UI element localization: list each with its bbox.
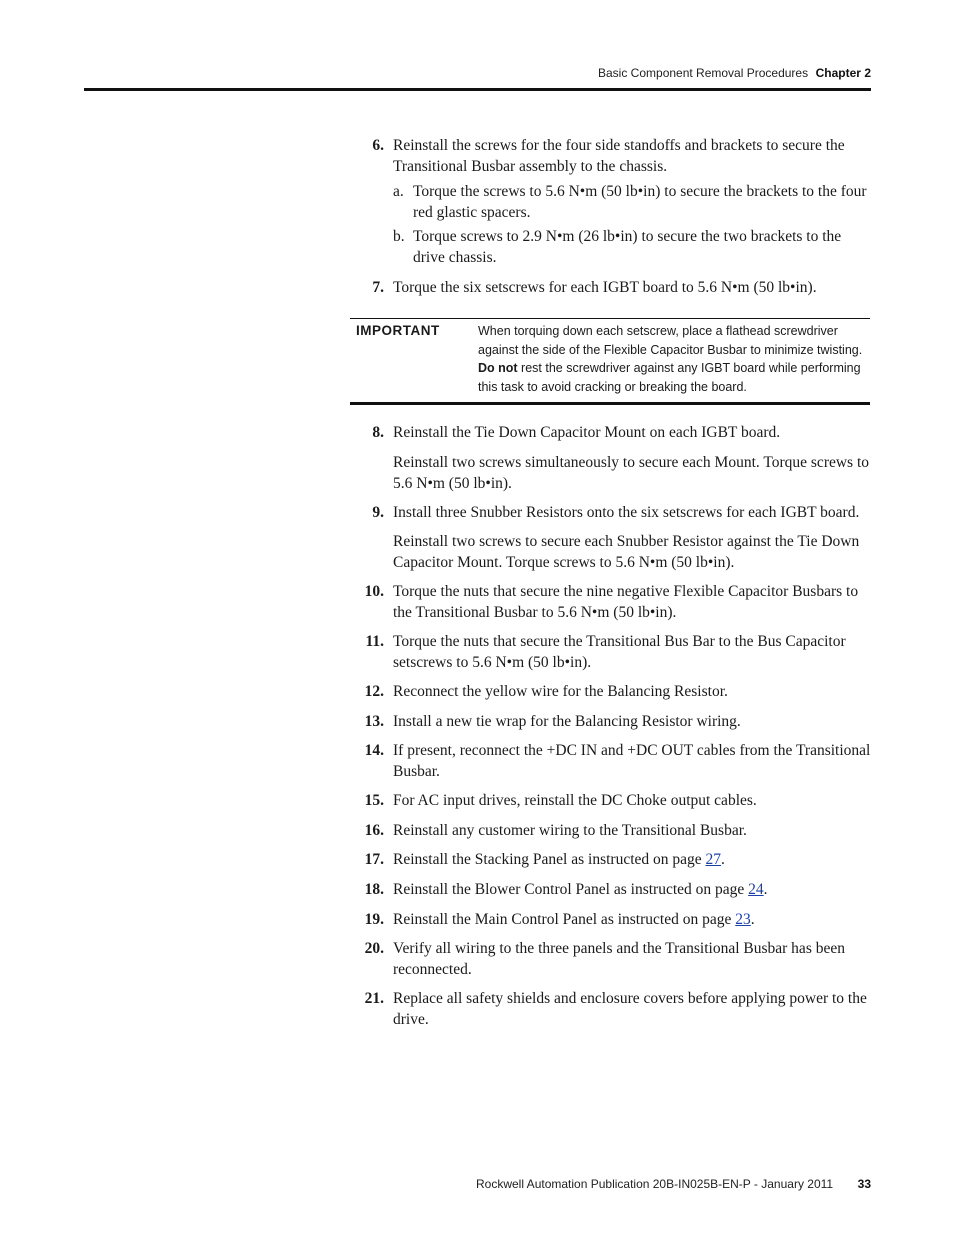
substep-label: b. <box>393 228 405 245</box>
step-text: Reinstall the Blower Control Panel as instructed on page 24. <box>393 881 768 898</box>
running-header-section: Basic Component Removal Procedures <box>598 66 809 80</box>
step-8-detail: Reinstall two screws simultaneously to secure each Mount. Torque screws to 5.6 N•m (50 lb•in). <box>393 454 870 492</box>
step-text: Reinstall the screws for the four side standoffs and brackets to secure the Transitional Busbar assembly to the chassis. <box>393 137 845 175</box>
important-label: IMPORTANT <box>356 323 440 338</box>
step-text: Install a new tie wrap for the Balancing Resistor wiring. <box>393 713 741 730</box>
step-text: Verify all wiring to the three panels and the Transitional Busbar has been reconnected. <box>393 940 845 978</box>
page-number: 33 <box>857 1177 871 1191</box>
step-number: 10. <box>364 583 384 600</box>
step-14 <box>352 740 872 782</box>
step-number: 7. <box>372 279 384 296</box>
step-6 <box>352 135 872 177</box>
step-text: Reinstall the Tie Down Capacitor Mount on each IGBT board. <box>393 424 781 441</box>
important-top-rule <box>350 318 870 319</box>
step-18 <box>352 879 872 900</box>
step-21 <box>352 988 872 1030</box>
header-rule <box>84 88 871 91</box>
step-text: Torque the six setscrews for each IGBT board to 5.6 N•m (50 lb•in). <box>393 279 817 296</box>
page-link-27[interactable]: 27 <box>705 851 722 868</box>
step-text: Torque the nuts that secure the nine negative Flexible Capacitor Busbars to the Transitional Busbar to 5.6 N•m (50 lb•in). <box>393 583 859 621</box>
step-9 <box>352 502 872 523</box>
step-text: Install three Snubber Resistors onto the six setscrews for each IGBT board. <box>393 504 860 521</box>
step-number: 18. <box>364 881 384 898</box>
step-number: 15. <box>364 792 384 809</box>
step-text: Replace all safety shields and enclosure covers before applying power to the drive. <box>393 990 867 1028</box>
step-6b <box>393 226 871 268</box>
step-17 <box>352 849 872 870</box>
step-number: 19. <box>364 911 384 928</box>
step-7 <box>352 277 872 298</box>
step-16 <box>352 820 872 841</box>
step-11 <box>352 631 872 673</box>
important-emphasis: Do not <box>478 361 518 375</box>
step-19 <box>352 909 872 930</box>
step-number: 16. <box>364 822 384 839</box>
step-12 <box>352 681 872 702</box>
step-number: 13. <box>364 713 384 730</box>
step-number: 14. <box>364 742 384 759</box>
step-number: 11. <box>365 633 384 650</box>
substep-text: Torque the screws to 5.6 N•m (50 lb•in) to secure the brackets to the four red glastic spacers. <box>413 183 867 221</box>
step-text: Reinstall the Main Control Panel as instructed on page 23. <box>393 911 755 928</box>
step-20 <box>352 938 872 980</box>
step-number: 17. <box>364 851 384 868</box>
step-number: 6. <box>372 137 384 154</box>
important-text: When torquing down each setscrew, place a flathead screwdriver against the side of the Flexible Capacitor Busbar to minimize twisting. Do not rest the screwdriver against any IGBT board while performing this task to avoid cracking or breaking the board. <box>478 324 863 394</box>
step-text: If present, reconnect the +DC IN and +DC OUT cables from the Transitional Busbar. <box>393 742 871 780</box>
step-number: 21. <box>364 990 384 1007</box>
running-header-chapter: Chapter 2 <box>815 66 871 80</box>
substep-label: a. <box>393 183 404 200</box>
footer-publication: Rockwell Automation Publication 20B-IN025B-EN-P - January 2011 <box>476 1177 834 1191</box>
step-8 <box>352 422 872 443</box>
step-15 <box>352 790 872 811</box>
step-text: Reconnect the yellow wire for the Balancing Resistor. <box>393 683 728 700</box>
step-10 <box>352 581 872 623</box>
step-text: For AC input drives, reinstall the DC Choke output cables. <box>393 792 757 809</box>
substep-text: Torque screws to 2.9 N•m (26 lb•in) to secure the two brackets to the drive chassis. <box>413 228 842 266</box>
step-text: Reinstall any customer wiring to the Transitional Busbar. <box>393 822 747 839</box>
step-13 <box>352 711 872 732</box>
step-text: Reinstall the Stacking Panel as instructed on page 27. <box>393 851 725 868</box>
step-number: 12. <box>364 683 384 700</box>
step-number: 20. <box>364 940 384 957</box>
important-bottom-rule <box>350 402 870 405</box>
step-6a <box>393 181 871 223</box>
step-text: Torque the nuts that secure the Transitional Bus Bar to the Bus Capacitor setscrews to 5.6 N•m (50 lb•in). <box>393 633 846 671</box>
step-number: 9. <box>372 504 384 521</box>
step-number: 8. <box>372 424 384 441</box>
page-link-24[interactable]: 24 <box>748 881 764 898</box>
page-link-23[interactable]: 23 <box>735 911 751 928</box>
step-9-detail: Reinstall two screws to secure each Snubber Resistor against the Tie Down Capacitor Mount. Torque screws to 5.6 N•m (50 lb•in). <box>393 533 860 571</box>
